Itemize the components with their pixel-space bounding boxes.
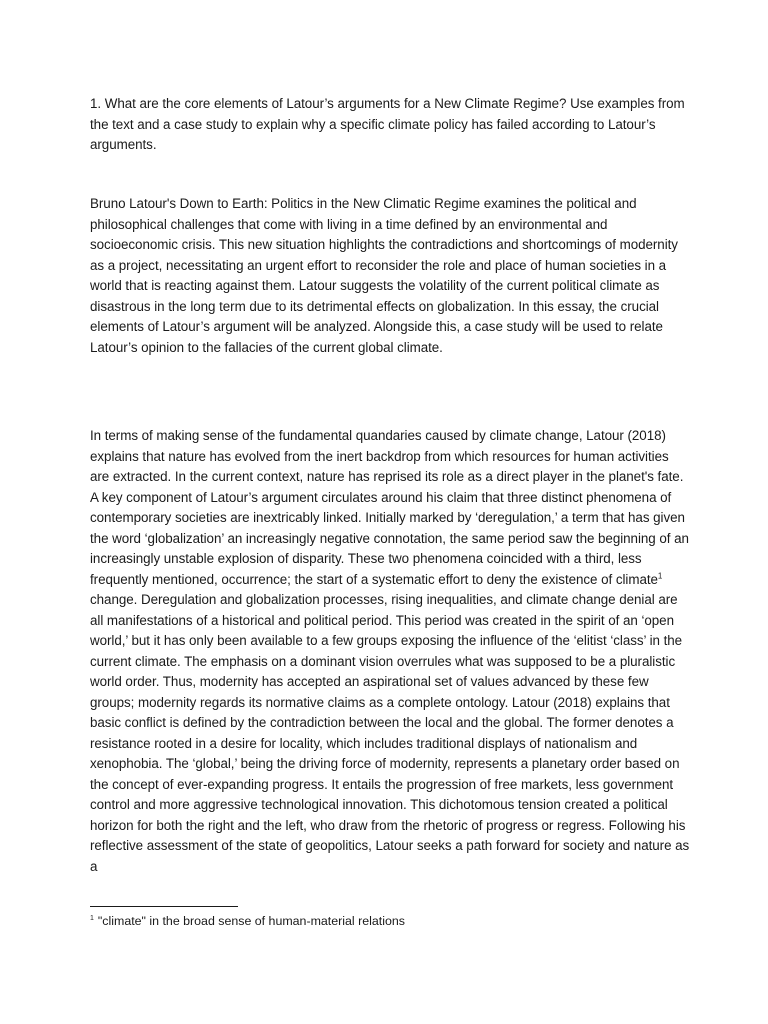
body-text-part-2: change. Deregulation and globalization processes, rising inequalities, and climate change denial are all manifestations of a historical and political period. This period was created in the spirit of an ‘open world,’ but it has only been available to a few groups exposing the influence of the ‘elitist ‘class’ in the current climate. The emphasis on a dominant vision overrules what was supposed to be a pluralistic world order. Thus, modernity has accepted an aspirational set of values advanced by these few groups; modernity regards its normative claims as a complete ontology. Latour (2018) explains that basic conflict is defined by the contradiction between the local and the global. The former denotes a resistance rooted in a desire for locality, which includes traditional displays of nationalism and xenophobia. The ‘global,’ being the driving force of modernity, represents a planetary order based on the concept of ever-expanding progress. It entails the progression of free markets, less government control and more aggressive technological innovation. This dichotomous tension created a political horizon for both the right and the left, who draw from the rhetoric of progress or regress. Following his reflective assessment of the state of geopolitics, Latour seeks a path forward for society and nature as a: [90, 592, 690, 874]
essay-question: 1. What are the core elements of Latour’s arguments for a New Climate Regime? Use examples from the text and a case study to explain why a specific climate policy has failed according to Latour’s arguments.: [90, 96, 685, 152]
footnote-reference: 1: [657, 571, 663, 581]
footnote-mark: 1: [90, 914, 94, 922]
footnote-separator: [90, 906, 238, 907]
body-paragraph: [90, 426, 690, 877]
body-text-part-1: In terms of making sense of the fundamental quandaries caused by climate change, Latour (2018) explains that nature has evolved from the inert backdrop from which resources for human activities are extracted. In the current context, nature has reprised its role as a direct player in the planet's fate. A key component of Latour’s argument circulates around his claim that three distinct phenomena of contemporary societies are inextricably linked. Initially marked by ‘deregulation,’ a term that has given the word ‘globalization’ an increasingly negative connotation, the same period saw the beginning of an increasingly unstable explosion of disparity. These two phenomena coincided with a third, less frequently mentioned, occurrence; the start of a systematic effort to deny the existence of climate: [90, 428, 689, 587]
footnote-text: "climate" in the broad sense of human-material relations: [97, 914, 405, 928]
intro-paragraph: Bruno Latour's Down to Earth: Politics in the New Climatic Regime examines the political and philosophical challenges that come with living in a time defined by an environmental and socioeconomic crisis. This new situation highlights the contradictions and shortcomings of modernity as a project, necessitating an urgent effort to reconsider the role and place of human societies in a world that is reacting against them. Latour suggests the volatility of the current political climate as disastrous in the long term due to its detrimental effects on globalization. In this essay, the crucial elements of Latour’s argument will be analyzed. Alongside this, a case study will be used to relate Latour’s opinion to the fallacies of the current global climate.: [90, 196, 678, 355]
footnote: [90, 912, 690, 930]
